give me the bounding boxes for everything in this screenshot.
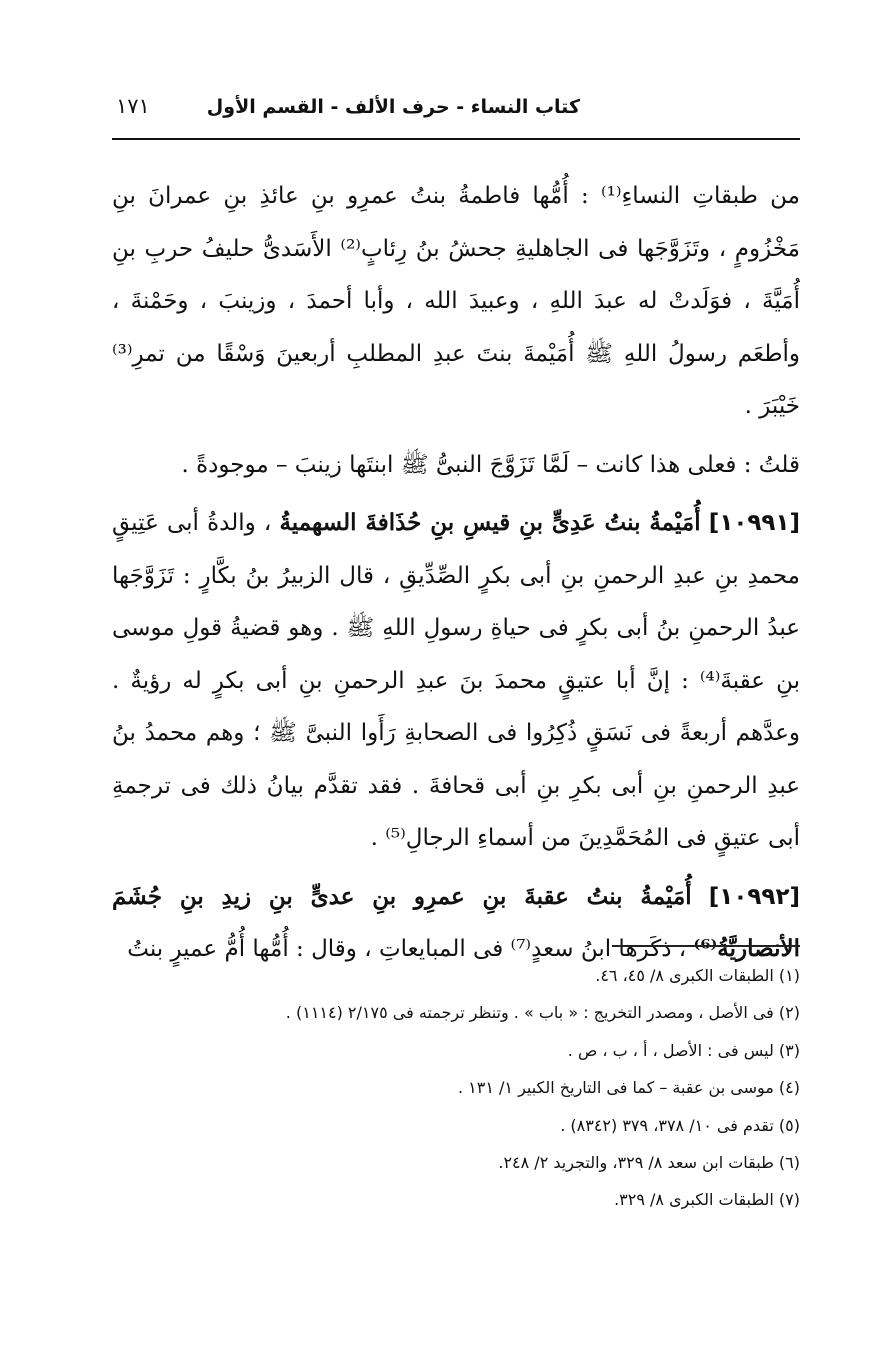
paragraph-text: قلتُ : فعلى هذا كانت – لَمَّا تَزَوَّجَ النبىُّ ﷺ ابنتَها زينبَ – موجودةً .	[181, 451, 800, 478]
entry-number: [١٠٩٩٢]	[708, 883, 801, 910]
footnote: (٤) موسى بن عقبة – كما فى التاريخ الكبير ١/ ١٣١ .	[457, 1078, 800, 1098]
entry-text: ، والدةُ أبى عَتِيقٍ محمدِ بنِ عبدِ الرحمنِ بنِ أبى بكرٍ الصِّدِّيقِ ، قال الزبيرُ بنُ بكَّارٍ : تَزَوَّجَها عبدُ الرحمنِ بنُ أبى بكرٍ فى حياةِ رسولِ اللهِ ﷺ . وهو قضيةُ قولِ موسى بنِ عقبةَ⁽⁴⁾ : إنَّ أبا عتيقٍ محمدَ بنَ عبدِ الرحمنِ بنِ أبى بكرٍ له رؤيةٌ . وعدَّهم أربعةً فى نَسَقٍ ذُكِرُوا فى الصحابةِ رَأَوا النبىَّ ﷺ ؛ وهم محمدُ بنُ عبدِ الرحمنِ بنِ أبى بكرِ بنِ أبى قحافةَ . فقد تقدَّم بيانُ ذلك فى ترجمةِ أبى عتيقٍ فى المُحَمَّدِينَ من أسماءِ الرجالِ⁽⁵⁾ .	[112, 510, 800, 851]
paragraph	[112, 439, 800, 492]
page-number: ١٧١	[116, 94, 150, 118]
footnote: (٢) فى الأصل ، ومصدر التخريج : « باب » . وتنظر ترجمته فى ٢/١٧٥ (١١١٤) .	[285, 1003, 800, 1023]
running-title: كتاب النساء - حرف الألف - القسم الأول	[206, 96, 580, 118]
footnote: (٣) ليس فى : الأصل ، أ ، ب ، ص .	[567, 1040, 800, 1060]
entry-paragraph	[112, 497, 800, 865]
header-rule	[112, 138, 800, 140]
paragraph-text: من طبقاتِ النساءِ⁽¹⁾ : أُمُّها فاطمةُ بنتُ عمرِو بنِ عائذِ بنِ عمرانَ بنِ مَخْزُومٍ ، وتَزَوَّجَها فى الجاهليةِ جحشُ بنُ رِئابٍ⁽²⁾ الأَسَدىُّ حليفُ حربِ بنِ أُمَيَّةَ ، فوَلَدتْ له عبدَ اللهِ ، وعبيدَ الله ، وأبا أحمدَ ، وزينبَ ، وحَمْنةَ ، وأطعَم رسولُ اللهِ ﷺ أُمَيْمةَ بنتَ عبدِ المطلبِ أربعينَ وَسْقًا من تمرِ⁽³⁾ خَيْبَرَ .	[112, 183, 800, 419]
footnote: (٦) طبقات ابن سعد ٨/ ٣٢٩، والتجريد ٢/ ٢٤٨.	[498, 1152, 800, 1172]
entry-text: ، ذكَرها ابنُ سعدٍ⁽⁷⁾ فى المبايعاتِ ، وقال : أُمُّها أُمُّ عميرٍ بنتُ	[127, 936, 687, 962]
main-text	[112, 170, 800, 976]
paragraph	[112, 170, 800, 433]
footnote: (٧) الطبقات الكبرى ٨/ ٣٢٩.	[614, 1190, 800, 1210]
footnote: (٥) تقدم فى ١٠/ ٣٧٨، ٣٧٩ (٨٣٤٢) .	[560, 1115, 800, 1135]
entry-number: [١٠٩٩١]	[708, 510, 801, 536]
entry-name: أُمَيْمةُ بنتُ عقبةَ بنِ عمرِو بنِ عدىٍّ بنِ زيدِ بنِ جُشَمَ الأنصاريَّةُ⁽⁶⁾	[112, 882, 800, 962]
page-header	[112, 92, 800, 132]
entry-name: أُمَيْمةُ بنتُ عَدِىٍّ بنِ قيسِ بنِ حُذَافةَ السهميةُ	[279, 509, 701, 536]
footnote-separator	[612, 945, 800, 947]
footnote: (١) الطبقات الكبرى ٨/ ٤٥، ٤٦.	[595, 966, 800, 985]
footnotes	[112, 957, 800, 1219]
